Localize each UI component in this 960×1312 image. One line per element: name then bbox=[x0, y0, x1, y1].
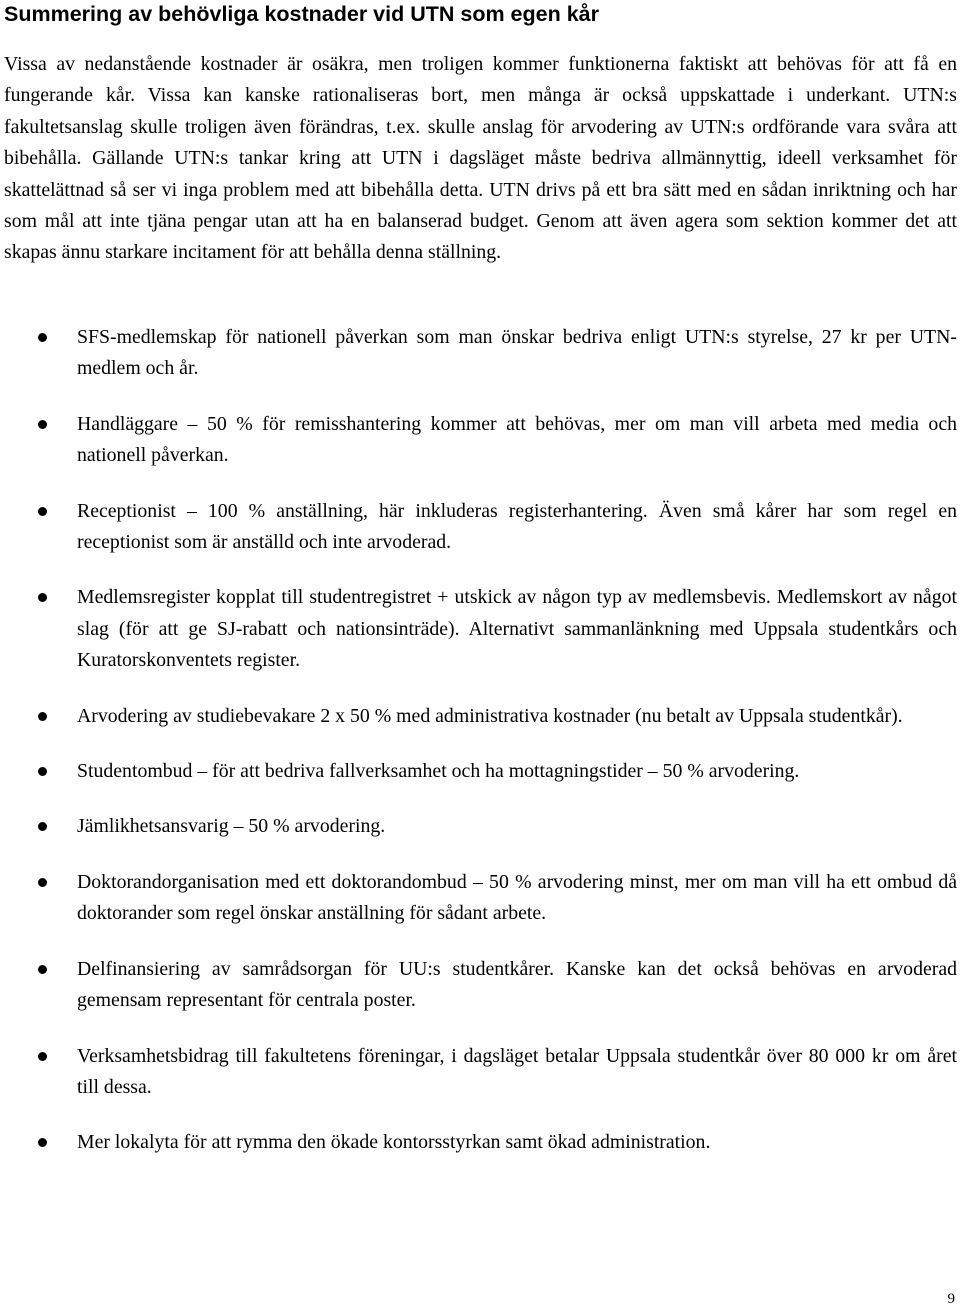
list-item-text: Delfinansiering av samrådsorgan för UU:s studentkårer. Kanske kan det också behövas en arvoderad gemensam representant för centrala poster. bbox=[77, 957, 957, 1012]
bullet-icon bbox=[38, 507, 47, 516]
cost-list bbox=[0, 322, 960, 1183]
bullet-icon bbox=[38, 593, 47, 602]
bullet-icon bbox=[38, 420, 47, 429]
list-item bbox=[0, 1041, 957, 1104]
list-item bbox=[0, 954, 957, 1017]
list-item bbox=[0, 701, 957, 732]
bullet-icon bbox=[38, 767, 47, 776]
list-item bbox=[0, 409, 957, 472]
list-item-text: Handläggare – 50 % för remisshantering kommer att behövas, mer om man vill arbeta med media och nationell påverkan. bbox=[77, 412, 957, 467]
list-item bbox=[0, 1127, 957, 1158]
list-item-text: Jämlikhetsansvarig – 50 % arvodering. bbox=[77, 815, 386, 838]
list-item-text: SFS-medlemskap för nationell påverkan som man önskar bedriva enligt UTN:s styrelse, 27 kr per UTN-medlem och år. bbox=[77, 326, 957, 380]
list-item bbox=[0, 582, 957, 676]
list-item bbox=[0, 322, 957, 385]
section-heading: Summering av behövliga kostnader vid UTN som egen kår bbox=[4, 2, 599, 26]
list-item-text: Doktorandorganisation med ett doktorandombud – 50 % arvodering minst, mer om man vill ha ett ombud då doktorander som regel önskar anställning för sådant arbete. bbox=[77, 870, 957, 925]
bullet-icon bbox=[38, 1138, 47, 1147]
bullet-icon bbox=[38, 1052, 47, 1061]
list-item bbox=[0, 496, 957, 559]
list-item-text: Studentombud – för att bedriva fallverksamhet och ha mottagningstider – 50 % arvodering. bbox=[77, 760, 800, 783]
list-item-text: Mer lokalyta för att rymma den ökade kontorsstyrkan samt ökad administration. bbox=[77, 1131, 711, 1154]
page-number: 9 bbox=[947, 1291, 955, 1307]
list-item bbox=[0, 867, 957, 930]
bullet-icon bbox=[38, 822, 47, 831]
bullet-icon bbox=[38, 965, 47, 974]
intro-paragraph: Vissa av nedanstående kostnader är osäkra, men troligen kommer funktionerna faktiskt att behövas för att få en fungerande kår. Vissa kan kanske rationaliseras bort, men många är också uppskattade i underkant. UTN:s fakultetsanslag skulle troligen även förändras, t.ex. skulle anslag för arvodering av UTN:s ordförande vara svåra att bibehålla. Gällande UTN:s tankar kring att UTN i dagsläget måste bedriva allmännyttig, ideell verksamhet för skattelättnad så ser vi inga problem med att bibehålla detta. UTN drivs på ett bra sätt med en sådan inriktning och har som mål att inte tjäna pengar utan att ha en balanserad budget. Genom att även agera som sektion kommer det att skapas ännu starkare incitament för att behålla denna ställning. bbox=[4, 53, 957, 264]
list-item-text: Medlemsregister kopplat till studentregistret + utskick av någon typ av medlemsbevis. Medlemskort av något slag (för att ge SJ-rabatt och nationsinträde). Alternativt sammanlänkning med Uppsala studentkårs och Kuratorskonventets register. bbox=[77, 586, 957, 672]
bullet-icon bbox=[38, 712, 47, 721]
list-item-text: Verksamhetsbidrag till fakultetens föreningar, i dagsläget betalar Uppsala studentkår över 80 000 kr om året till dessa. bbox=[77, 1044, 957, 1098]
bullet-icon bbox=[38, 333, 47, 342]
list-item-text: Receptionist – 100 % anställning, här inkluderas registerhantering. Även små kårer har som regel en receptionist som är anställd och inte arvoderad. bbox=[77, 499, 957, 554]
list-item-text: Arvodering av studiebevakare 2 x 50 % med administrativa kostnader (nu betalt av Uppsala studentkår). bbox=[77, 704, 903, 727]
bullet-icon bbox=[38, 878, 47, 887]
list-item bbox=[0, 756, 957, 787]
list-item bbox=[0, 811, 957, 842]
